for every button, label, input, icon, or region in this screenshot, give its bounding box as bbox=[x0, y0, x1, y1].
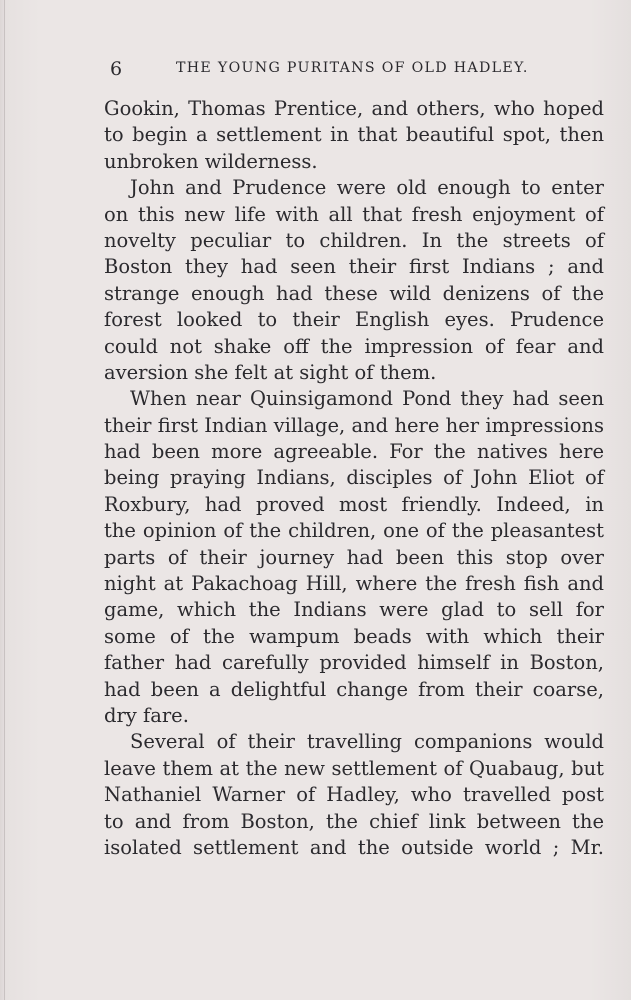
text-line: to begin a settlement in that beautiful spot, then bbox=[104, 123, 604, 147]
text-line: Gookin, Thomas Prentice, and others, who hoped bbox=[104, 97, 604, 120]
page-header bbox=[104, 58, 604, 82]
running-title: THE YOUNG PURITANS OF OLD HADLEY. bbox=[176, 60, 529, 76]
text-line: isolated settlement and the outside world ; Mr. bbox=[104, 835, 604, 859]
text-line: had been more agreeable. For the natives here bbox=[104, 440, 604, 464]
text-line: leave them at the new settlement of Quabaug, but bbox=[104, 756, 604, 780]
text-line: night at Pakachoag Hill, where the fresh fish and bbox=[104, 572, 604, 596]
text-line: their first Indian village, and here her impressions bbox=[104, 413, 604, 437]
text-line: the opinion of the children, one of the pleasantest bbox=[104, 519, 604, 543]
text-line: Boston they had seen their first Indians ; and bbox=[104, 255, 604, 279]
text-line: strange enough had these wild denizens of the bbox=[104, 281, 604, 305]
text-line: Nathaniel Warner of Hadley, who travelled post bbox=[104, 783, 604, 807]
paragraph bbox=[104, 96, 604, 175]
text-line: Roxbury, had proved most friendly. Indeed, in bbox=[104, 492, 604, 516]
paragraph bbox=[104, 729, 604, 861]
text-line: parts of their journey had been this stop over bbox=[104, 545, 604, 569]
text-line: unbroken wilderness. bbox=[104, 149, 318, 173]
text-line: When near Quinsigamond Pond they had seen bbox=[130, 387, 604, 411]
text-line: dry fare. bbox=[104, 703, 189, 727]
text-line: had been a delightful change from their coarse, bbox=[104, 677, 604, 701]
text-line: being praying Indians, disciples of John Eliot of bbox=[104, 466, 604, 490]
body-text bbox=[104, 96, 604, 861]
text-line: Several of their travelling companions would bbox=[130, 730, 604, 754]
text-line: father had carefully provided himself in Boston, bbox=[104, 651, 604, 675]
text-line: novelty peculiar to children. In the streets of bbox=[104, 228, 604, 252]
text-line: to and from Boston, the chief link between the bbox=[104, 809, 604, 833]
page-number: 6 bbox=[110, 58, 123, 80]
text-line: game, which the Indians were glad to sell for bbox=[104, 598, 604, 622]
text-line: forest looked to their English eyes. Prudence bbox=[104, 308, 604, 332]
text-line: aversion she felt at sight of them. bbox=[104, 360, 437, 384]
paragraph bbox=[104, 386, 604, 729]
page-edge-line bbox=[4, 0, 5, 1000]
text-line: on this new life with all that fresh enjoyment of bbox=[104, 202, 604, 226]
text-line: could not shake off the impression of fear and bbox=[104, 334, 604, 358]
text-line: John and Prudence were old enough to enter bbox=[130, 176, 604, 200]
text-line: some of the wampum beads with which their bbox=[104, 624, 604, 648]
paragraph bbox=[104, 175, 604, 386]
